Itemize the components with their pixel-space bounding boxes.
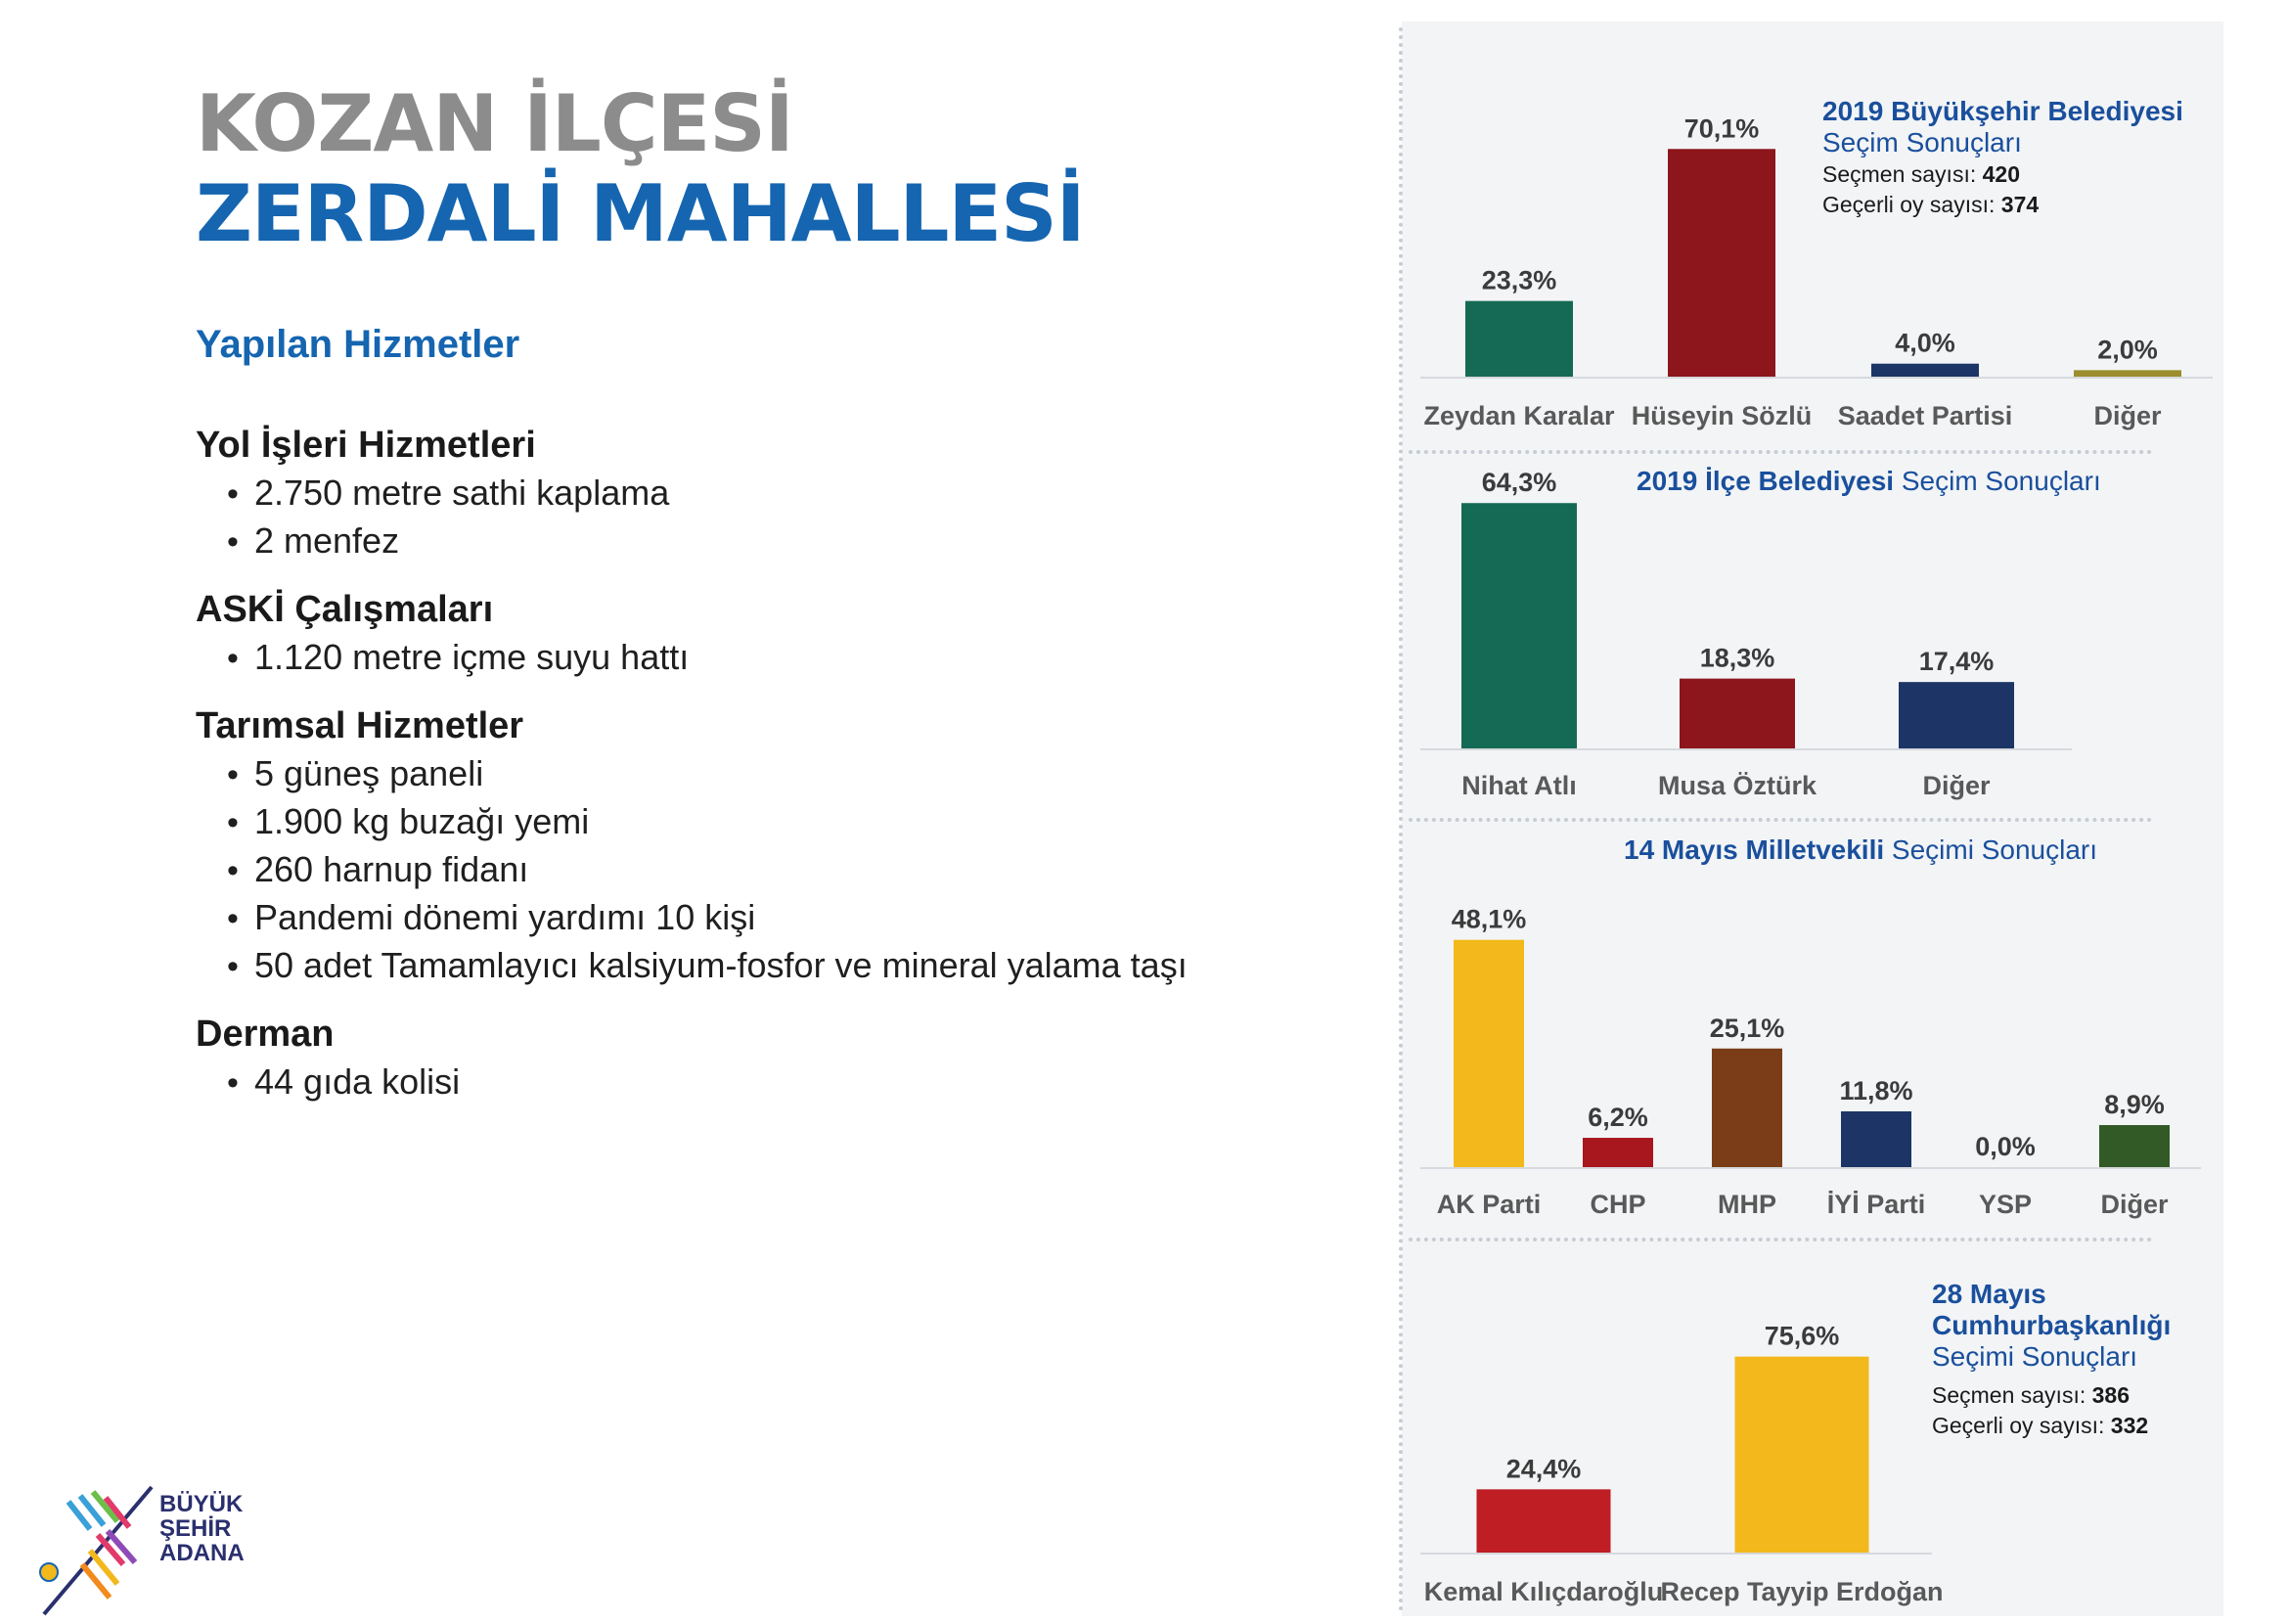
- chart-bar: [1477, 1489, 1611, 1553]
- bar-value-label: 2,0%: [2097, 335, 2158, 365]
- list-item: • 44 gıda kolisi: [227, 1059, 1272, 1106]
- list-item: • 1.120 metre içme suyu hattı: [227, 634, 1272, 682]
- chart-bar: [1871, 364, 1979, 377]
- services-heading: Yapılan Hizmetler: [196, 323, 520, 366]
- list-item: • 2.750 metre sathi kaplama: [227, 470, 1272, 518]
- chart-bar: [1583, 1138, 1653, 1167]
- bar-value-label: 4,0%: [1895, 328, 1955, 358]
- category-label: Hüseyin Sözlü: [1631, 401, 1813, 430]
- category-label: Saadet Partisi: [1837, 401, 2013, 430]
- chart-title-rest: Seçim Sonuçları: [1822, 127, 2022, 158]
- list-item: • Pandemi dönemi yardımı 10 kişi: [227, 894, 1272, 942]
- category-label: CHP: [1590, 1190, 1646, 1219]
- logo-line: BÜYÜK: [159, 1491, 244, 1517]
- valid-votes-label: Geçerli oy sayısı:: [1822, 192, 1996, 217]
- chart-title-rest: Seçimi Sonuçları: [1932, 1341, 2138, 1372]
- valid-votes-value: 374: [2000, 192, 2040, 217]
- bar-value-label: 0,0%: [1975, 1132, 2036, 1161]
- section-title: Yol İşleri Hizmetleri: [196, 425, 536, 466]
- bar-value-label: 18,3%: [1699, 643, 1775, 673]
- category-label: MHP: [1718, 1190, 1776, 1219]
- bar-value-label: 48,1%: [1451, 904, 1527, 934]
- category-label: AK Parti: [1436, 1190, 1542, 1219]
- category-label: YSP: [1978, 1190, 2033, 1219]
- chart-title-bold: 28 Mayıs: [1932, 1279, 2046, 1309]
- chart-title-bold: Cumhurbaşkanlığı: [1932, 1310, 2172, 1340]
- chart-title-bold: 2019 Büyükşehir Belediyesi: [1822, 96, 2183, 126]
- chart-bar: [1454, 940, 1524, 1167]
- chart-bar: [1735, 1357, 1869, 1553]
- section-title: ASKİ Çalışmaları: [196, 589, 494, 630]
- category-label: Diğer: [2100, 1190, 2169, 1219]
- chart-bar: [1668, 149, 1775, 377]
- list-item: • 2 menfez: [227, 518, 1272, 565]
- chart-bar: [2074, 370, 2181, 377]
- chart-bar: [1712, 1049, 1782, 1167]
- bar-value-label: 70,1%: [1683, 113, 1760, 144]
- bar-value-label: 64,3%: [1481, 468, 1557, 498]
- chart-title-rest: Seçimi Sonuçları: [1891, 835, 2098, 865]
- chart-title-rest: Seçim Sonuçları: [1901, 466, 2101, 496]
- bar-value-label: 6,2%: [1588, 1103, 1648, 1133]
- chart-bar: [2099, 1125, 2170, 1167]
- category-label: Recep Tayyip Erdoğan: [1660, 1577, 1944, 1606]
- chart-bar: [1680, 679, 1795, 748]
- voters-value: 386: [2091, 1382, 2130, 1408]
- chart-bar: [1465, 301, 1573, 377]
- list-item: • 1.900 kg buzağı yemi: [227, 798, 1272, 846]
- bar-value-label: 8,9%: [2104, 1090, 2165, 1120]
- chart-title-bold: 14 Mayıs Milletvekili: [1624, 835, 1885, 865]
- category-label: Zeydan Karalar: [1423, 401, 1615, 430]
- section-title: Tarımsal Hizmetler: [196, 705, 524, 746]
- category-label: Diğer: [1922, 771, 1991, 800]
- list-item: • 5 güneş paneli: [227, 750, 1272, 798]
- bar-value-label: 75,6%: [1764, 1321, 1840, 1351]
- category-label: Diğer: [2093, 401, 2162, 430]
- valid-votes-value: 332: [2110, 1413, 2149, 1438]
- list-item: • 260 harnup fidanı: [227, 846, 1272, 894]
- logo-line: ŞEHİR: [159, 1515, 232, 1542]
- bar-value-label: 17,4%: [1918, 647, 1995, 677]
- category-label: Nihat Atlı: [1461, 771, 1577, 800]
- chart-bar: [1461, 503, 1577, 748]
- chart-bar: [1841, 1111, 1911, 1167]
- district-title: KOZAN İLÇESİ: [196, 78, 793, 169]
- logo-line: ADANA: [159, 1540, 245, 1566]
- list-item: • 50 adet Tamamlayıcı kalsiyum-fosfor ve mineral yalama taşı: [227, 942, 1272, 990]
- bar-value-label: 24,4%: [1505, 1454, 1582, 1484]
- bar-value-label: 23,3%: [1481, 265, 1557, 295]
- bar-value-label: 11,8%: [1839, 1076, 1913, 1106]
- category-label: Musa Öztürk: [1657, 771, 1817, 800]
- bar-value-label: 25,1%: [1709, 1013, 1785, 1043]
- category-label: Kemal Kılıçdaroğlu: [1423, 1577, 1664, 1606]
- voters-label: Seçmen sayısı:: [1932, 1382, 2086, 1408]
- category-label: İYİ Parti: [1826, 1190, 1926, 1219]
- chart-title-bold: 2019 İlçe Belediyesi: [1637, 466, 1895, 496]
- chart-bar: [1899, 682, 2014, 748]
- valid-votes-label: Geçerli oy sayısı:: [1932, 1413, 2105, 1438]
- neighborhood-title: ZERDALİ MAHALLESİ: [196, 168, 1085, 259]
- voters-value: 420: [1982, 161, 2020, 187]
- voters-label: Seçmen sayısı:: [1822, 161, 1977, 187]
- section-title: Derman: [196, 1014, 335, 1055]
